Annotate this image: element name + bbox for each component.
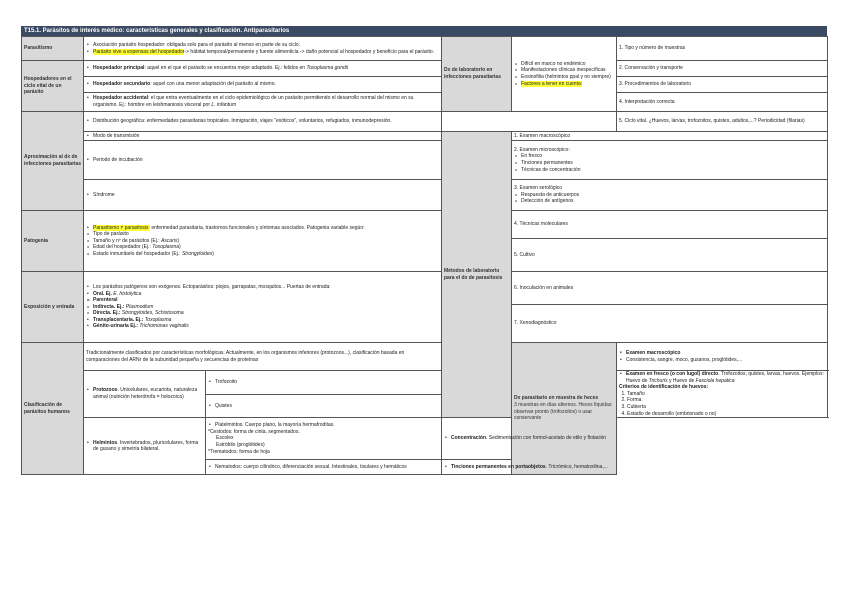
hospedador-accidental: • Hospedador accidental: el que entra eventualmente en el ciclo epidemiológico de un parásito permitiendo el desarrollo normal del mismo en su organismo. Ej.: hombre en leishmaniosis visceral por L. infantum xyxy=(84,93,442,112)
dx-lab-empty xyxy=(442,112,617,132)
heces-concentracion: • Concentración. Sedimentación con formol-acetato de etilo y flotación xyxy=(442,418,617,460)
factor-5: 5. Ciclo vital. ¿Huevos, larvas, trofozoitos, quistes, adultos,...? Periodicidad (filarias) xyxy=(617,112,828,132)
metodo-2: 2. Examen microscópico: o En fresco o Tinciones permanentes o Técnicas de concentración xyxy=(512,141,828,180)
protozoos: • Protozoos. Unicelulares, eucariota, naturaleza animal (nutrición heterótrofa = holozoica) xyxy=(84,371,206,418)
section-dx-laboratorio: Dx de laboratorio en infecciones parasitarias xyxy=(442,37,512,112)
hospedador-principal: • Hospedador principal: aquel en el que el parásito se encuentra mejor adaptado. Ej.: felidos en Toxoplasma gondii xyxy=(84,61,442,77)
section-aproximacion: Aproximación al dx de infecciones parasitarias xyxy=(22,112,84,211)
list-item: o Manifestaciones clínicas inespecíficas xyxy=(521,67,614,74)
factor-3: 3. Procedimientos de laboratorio xyxy=(617,77,828,93)
platelmintos: • Platelmintos. Cuerpo plano, la mayoría hermafroditas. *Cestodos: forma de cinta, segmentados. Escolex Estróbilo (proglótides) *Trematodos: forma de hoja xyxy=(206,418,442,460)
list-item: o Factores a tener en cuenta: xyxy=(521,81,614,88)
heces-macro: • Examen macroscópico • Consistencia, sangre, moco, gusanos, proglótides,... xyxy=(617,343,828,371)
metodo-3: 3. Examen serológico o Respuesta de anticuerpos o Detección de antígenos xyxy=(512,180,828,211)
aprox-sindrome: • Síndrome xyxy=(84,180,442,211)
factor-4: 4. Interpretación correcta xyxy=(617,93,828,112)
nematodos: • Nematodos: cuerpo cilíndrico, diferenciación sexual. Intestinales, tisulares y hemáticos xyxy=(206,460,442,475)
section-parasitismo: Parasitismo xyxy=(22,37,84,61)
factor-1: 1. Tipo y número de muestras xyxy=(617,37,828,61)
section-heces: Dx parasitario en muestra de heces 3 muestras en días alternos. Heces líquidas: observar pronto (trofozoitos) o usar conservante xyxy=(512,343,617,475)
metodo-7: 7. Xenodiagnóstico xyxy=(512,305,828,343)
dx-lab-notes xyxy=(512,37,617,112)
hospedador-secundario: • Hospedador secundario: aquel con una menor adaptación del parásito al mismo. xyxy=(84,77,442,93)
factor-2: 2. Conservación y transporte xyxy=(617,61,828,77)
trofozoito: • Trofozoito xyxy=(206,371,442,395)
metodo-6: 6. Inoculación en animales xyxy=(512,272,828,305)
list-item: • Parásito vive a expensas del hospedador-> hábitat temporal/permanente y fuente alimenticia -> daño potencial al hospedador y beneficio para el parásito. xyxy=(93,49,439,56)
metodo-1: 1. Examen macroscópico xyxy=(512,132,828,141)
list-item: • Asociación parásito hospedador: obligada solo para el parásito al menos en parte de su ciclo. xyxy=(93,42,439,49)
section-clasificacion: Clasificación de parásitos humanos xyxy=(22,343,84,475)
aprox-incubacion: • Periodo de incubación xyxy=(84,141,442,180)
aprox-distribucion: • Distribución geográfica: enfermedades parasitarias tropicales. Inmigración, viajes "exóticos", voluntarios, refugiados, inmunodepresión. xyxy=(84,112,442,132)
section-hospedadores: Hospedadores en el ciclo vital de un parásito xyxy=(22,61,84,112)
metodo-4: 4. Técnicas moleculares xyxy=(512,211,828,239)
quistes: • Quistes xyxy=(206,394,442,418)
heces-tinciones: • Tinciones permanentes en portaobjetos. Tricrómico, hematoxilina,... xyxy=(442,460,617,475)
helmintos: • Helmintos. Invertebrados, pluricelulares, forma de gusano y simetría bilateral. xyxy=(84,418,206,475)
metodo-5: 5. Cultivo xyxy=(512,239,828,272)
main-table xyxy=(21,36,828,475)
heces-fresco: • Examen en fresco (o con lugol) directo. Trofozoitos, quistes, larvas, huevos. Ejemplos: Huevo de Trichuris y Huevo de Fasciola hepatica Criterios de identificación de huevos: 1. Tamaño 2. Forma 3. Cubierta 4. Estadio de desarrollo (embrionado o no) xyxy=(617,371,828,418)
list-item: o Eosinofilia (helmintos ppal y no siempre) xyxy=(521,74,614,81)
clasificacion-intro: Tradicionalmente clasificados por características morfológicas. Actualmente, en los organismos inferiores (protozoos...), clasificación basada en comparaciones del ARNr de la subunidad pequeña y secuencias de proteínas xyxy=(84,343,442,371)
section-exposicion: Exposición y entrada xyxy=(22,272,84,343)
list-item: o Difícil en marco no endémico xyxy=(521,61,614,68)
section-patogenia: Patogenia xyxy=(22,211,84,272)
patogenia-content: • Parasitismo ≠ parasitosis: enfermedad parasitaria, trastornos funcionales y síntomas asociados. Patogenia variable según: o Tipo de parásito o Tamaño y nº de parásitos (Ej.: Ascaris) o Edad del hospedador (Ej.: Toxoplasma) o Estado inmunitario del hospedador (Ej.: Strongyloides) xyxy=(84,211,442,272)
document xyxy=(21,26,827,475)
aprox-transmision: • Modo de transmisión xyxy=(84,132,442,141)
page-title: T15.1. Parásitos de interés médico: características generales y clasificación. Antiparasitarios xyxy=(21,26,827,36)
section-metodos: Métodos de laboratorio para el dx de parasitosis xyxy=(442,132,512,418)
exposicion-content: • Los parásitos patógenos son exógenos. Ectoparásitos: piojos, garrapatas, mosquitos... Puertas de entrada: • Oral. Ej. E. histolytica o Parenteral o Indirecta. Ej.: Plasmodium o Directa. Ej.: Strongyloides, Schistosoma • Transplacentaria. Ej.: Toxoplasma • Génito-urinaria Ej.: Trichomonas vaginalis xyxy=(84,272,442,343)
parasitismo-content xyxy=(84,37,442,61)
